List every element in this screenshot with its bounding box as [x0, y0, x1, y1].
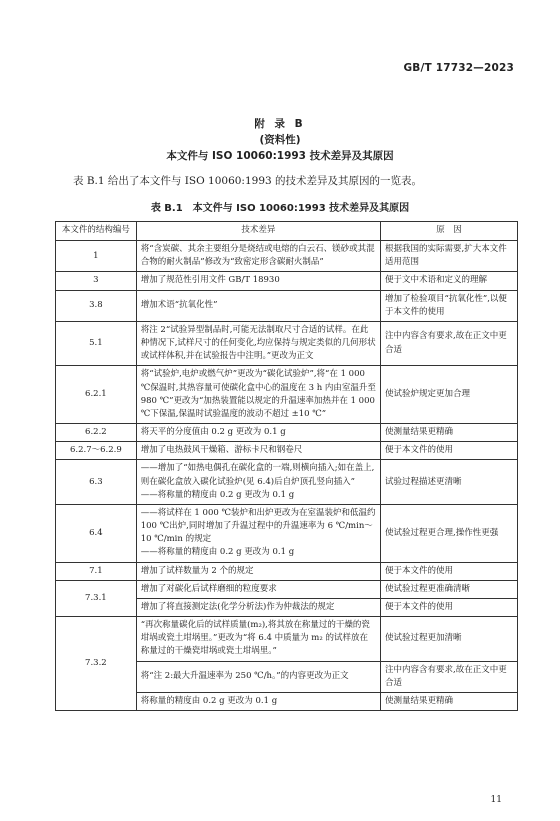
table-row: [56, 617, 518, 662]
clause-cell: 6.2.1: [56, 366, 137, 424]
table-row: [56, 241, 518, 272]
differences-table: [55, 221, 518, 711]
reason-cell: 使试验过程更合理,操作性更强: [381, 504, 518, 562]
reason-cell: 试验过程描述更清晰: [381, 460, 518, 505]
intro-paragraph: 表 B.1 给出了本文件与 ISO 10060:1993 的技术差异及其原因的一览表。: [73, 175, 423, 187]
table-row: [56, 562, 518, 580]
clause-cell: 3: [56, 272, 137, 290]
difference-item: ——将称量的精度由 0.2 g 更改为 0.1 g: [140, 547, 295, 558]
difference-cell: “再次称量碳化后的试样质量(m₂),将其放在称量过的干燥的瓷坩埚或瓷土坩埚里。”更改为“将 6.4 中质量为 m₂ 的试样放在称量过的干燥瓷坩埚或瓷土坩埚里。”: [136, 617, 380, 662]
reason-cell: 便于本文件的使用: [381, 562, 518, 580]
page-number: 11: [490, 795, 502, 805]
difference-cell: 将称量的精度由 0.2 g 更改为 0.1 g: [136, 692, 380, 710]
reason-cell: 使试验过程更准确清晰: [381, 580, 518, 598]
reason-cell: 便于本文件的使用: [381, 598, 518, 616]
difference-cell: 将“含炭碳、其余主要组分是烧结或电熔的白云石、镁砂或其混合物的耐火制品”修改为“致密定形含碳耐火制品”: [136, 241, 380, 272]
reason-cell: 使测量结果更精确: [381, 424, 518, 442]
difference-cell: 增加了电热鼓风干燥箱、游标卡尺和钢卷尺: [136, 442, 380, 460]
clause-cell: 7.3.2: [56, 617, 137, 711]
table-caption: 表 B.1 本文件与 ISO 10060:1993 技术差异及其原因: [150, 203, 410, 214]
table-row: [56, 290, 518, 321]
table-row: [56, 504, 518, 562]
difference-cell: 将“试验炉,电炉或燃气炉”更改为“碳化试验炉”,将“在 1 000 ℃保温时,其热容量可使碳化盒中心的温度在 3 h 内由室温升至 980 ℃”更改为“加热装置能以规定的升温速率加热并在 1 000 ℃下保温,保温时试验温度的波动不超过 ±10 ℃”: [136, 366, 380, 424]
reason-cell: 使测量结果更精确: [381, 692, 518, 710]
clause-cell: 6.4: [56, 504, 137, 562]
clause-cell: 6.2.2: [56, 424, 137, 442]
difference-item: ——将试样在 1 000 ℃装炉和出炉更改为在室温装炉和低温约 100 ℃出炉,同时增加了升温过程中的升温速率为 6 ℃/min～10 ℃/min 的规定: [140, 507, 376, 545]
reason-cell: 便于本文件的使用: [381, 442, 518, 460]
standard-number: GB/T 17732—2023: [403, 62, 514, 74]
annex-heading: 本文件与 ISO 10060:1993 技术差异及其原因: [166, 150, 394, 162]
table-row: [56, 460, 518, 505]
table-row: [56, 424, 518, 442]
clause-cell: 5.1: [56, 321, 137, 366]
clause-cell: 7.1: [56, 562, 137, 580]
column-header-difference: 技术差异: [136, 222, 380, 241]
reason-cell: 便于文中术语和定义的理解: [381, 272, 518, 290]
annex-kind: (资料性): [259, 134, 301, 146]
reason-cell: 增加了检验项目“抗氧化性”,以便于本文件的使用: [381, 290, 518, 321]
annex-title: 附 录 B: [254, 118, 306, 130]
difference-item: ——增加了“如热电偶孔在碳化盒的一端,则横向插入;如在盖上,则在碳化盒放入碳化试验炉(见 6.4)后自炉顶孔竖向插入”: [140, 463, 375, 487]
reason-cell: 根据我国的实际需要,扩大本文件适用范围: [381, 241, 518, 272]
column-header-reason: 原 因: [381, 222, 518, 241]
difference-cell: [136, 504, 380, 562]
difference-cell: 将注 2“试验异型制品时,可能无法制取尺寸合适的试样。在此种情况下,试样尺寸的任何变化,均应保持与规定类似的几何形状或试样体积,并在试验报告中注明。”更改为正文: [136, 321, 380, 366]
difference-item: ——将称量的精度由 0.2 g 更改为 0.1 g: [140, 489, 295, 500]
clause-cell: 7.3.1: [56, 580, 137, 616]
table-row: [56, 321, 518, 366]
difference-cell: 将“注 2:最大升温速率为 250 ℃/h。”的内容更改为正文: [136, 661, 380, 692]
table-header-row: [56, 222, 518, 241]
clause-cell: 6.3: [56, 460, 137, 505]
difference-cell: 将天平的分度值由 0.2 g 更改为 0.1 g: [136, 424, 380, 442]
reason-cell: 使试验过程更加清晰: [381, 617, 518, 662]
table-row: [56, 272, 518, 290]
table-row: [56, 580, 518, 598]
column-header-clause: 本文件的结构编号: [56, 222, 137, 241]
reason-cell: 注中内容含有要求,故在正文中更合适: [381, 321, 518, 366]
clause-cell: 1: [56, 241, 137, 272]
reason-cell: 注中内容含有要求,故在正文中更合适: [381, 661, 518, 692]
difference-cell: 增加术语“抗氧化性”: [136, 290, 380, 321]
difference-cell: 增加了将直接测定法(化学分析法)作为仲裁法的规定: [136, 598, 380, 616]
table-row: [56, 366, 518, 424]
difference-cell: [136, 460, 380, 505]
reason-cell: 使试验炉规定更加合理: [381, 366, 518, 424]
clause-cell: 3.8: [56, 290, 137, 321]
difference-cell: 增加了规范性引用文件 GB/T 18930: [136, 272, 380, 290]
table-row: [56, 442, 518, 460]
difference-cell: 增加了试样数量为 2 个的规定: [136, 562, 380, 580]
difference-cell: 增加了对碳化后试样磨细的粒度要求: [136, 580, 380, 598]
clause-cell: 6.2.7～6.2.9: [56, 442, 137, 460]
